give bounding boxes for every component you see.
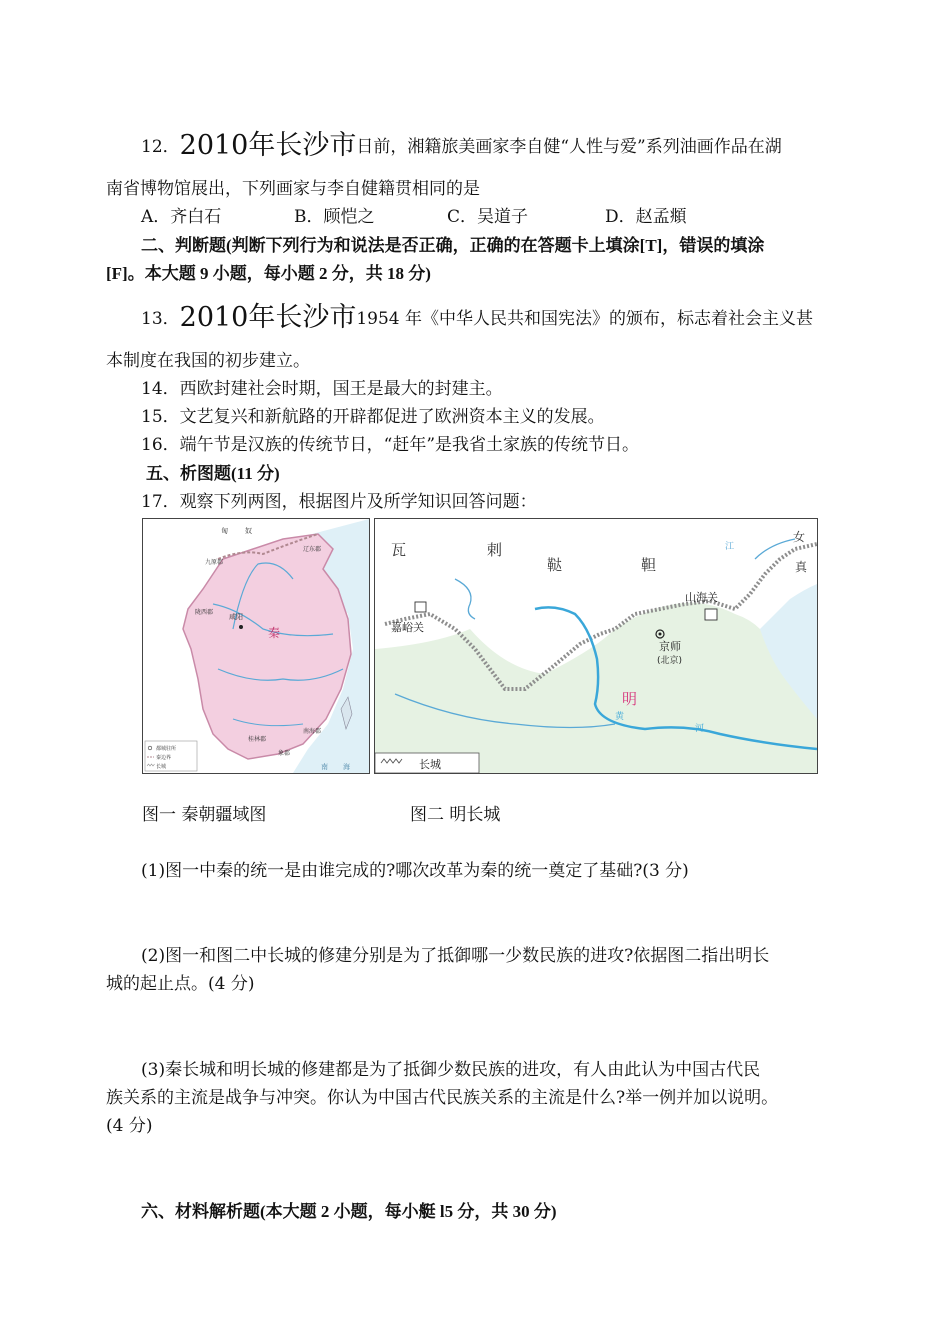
map1-label-nanhai: 南海郡: [303, 728, 322, 735]
map1-legend-border: 秦边界: [156, 755, 172, 761]
map1-label-longxi: 陇西郡: [195, 609, 214, 616]
q13-number: 13．: [141, 309, 180, 329]
section6-heading: 六、材料解析题(本大题 2 小题，每小艇 l5 分，共 30 分): [141, 1202, 557, 1221]
map-ming-great-wall: [374, 518, 818, 774]
q17-intro: 17．观察下列两图，根据图片及所学知识回答问题：: [141, 492, 537, 512]
map2-label-he: 河: [695, 724, 705, 734]
map1-capital-marker: [239, 625, 243, 629]
q17-sub2-line2: 城的起止点。(4 分): [106, 974, 255, 994]
map1-label-xianyang: 咸阳: [229, 613, 243, 621]
map2-label-jingshi: 京师: [659, 640, 681, 653]
q12-line1: [141, 130, 782, 161]
map1-label-liaodong: 辽东郡: [303, 546, 322, 553]
map2-label-zhen: 真: [795, 560, 808, 574]
map1-label-xiang: 象郡: [278, 750, 291, 757]
q13-watermark: 2010年长沙市: [179, 302, 357, 333]
map1-label-xiong: 匈: [221, 527, 228, 535]
q13-line2: 本制度在我国的初步建立。: [106, 351, 310, 371]
map1-label-guilin: 桂林郡: [248, 736, 267, 743]
section2-heading-line2: [F]。本大题 9 小题，每小题 2 分，共 18 分): [106, 264, 431, 283]
section2-heading-line1: 二、判断题(判断下列行为和说法是否正确，正确的在答题卡上填涂[T]，错误的填涂: [141, 236, 765, 255]
figure1-caption: 图一 秦朝疆域图: [142, 805, 267, 825]
map-qin-svg: [143, 519, 369, 773]
map1-label-jiuyuan: 九原郡: [205, 559, 224, 566]
map2-label-da: 鞑: [547, 556, 563, 574]
q17-sub1: (1)图一中秦的统一是由谁完成的?哪次改革为秦的统一奠定了基础?(3 分): [141, 861, 689, 881]
q12-watermark: 2010年长沙市: [179, 130, 357, 161]
q17-sub2-line1: (2)图一和图二中长城的修建分别是为了抵御哪一少数民族的进攻?依据图二指出明长: [141, 946, 770, 966]
section5-heading: 五、析图题(11 分): [146, 464, 280, 483]
map1-label-sea: 海: [343, 763, 350, 771]
q15: 15．文艺复兴和新航路的开辟都促进了欧洲资本主义的发展。: [141, 407, 605, 427]
q16: 16．端午节是汉族的传统节日，“赶年”是我省土家族的传统节日。: [141, 435, 640, 455]
q17-sub3-line3: (4 分): [106, 1116, 153, 1136]
q17-sub3-line1: (3)秦长城和明长城的修建都是为了抵御少数民族的进攻，有人由此认为中国古代民: [141, 1060, 761, 1080]
q14: 14．西欧封建社会时期，国王是最大的封建主。: [141, 379, 503, 399]
map1-legend-capital: 都城驻所: [156, 746, 177, 752]
q12-option-c: C．吴道子: [447, 207, 529, 227]
map2-label-jiayuguan: 嘉峪关: [391, 621, 424, 634]
map1-legend-wall: 长城: [156, 764, 167, 770]
map-qin-territory: [142, 518, 370, 774]
q13-line1: [141, 302, 814, 333]
q12-option-d: D．赵孟頫: [605, 207, 687, 227]
q12-line2: 南省博物馆展出，下列画家与李自健籍贯相同的是: [106, 179, 480, 199]
map2-label-wa: 瓦: [391, 541, 407, 559]
q12-number: 12．: [141, 137, 180, 157]
map1-label-nu: 奴: [245, 527, 252, 535]
figure2-caption: 图二 明长城: [410, 805, 501, 825]
map-ming-svg: [375, 519, 817, 773]
map2-label-dan: 靼: [641, 556, 657, 574]
map2-label-ming: 明: [622, 690, 638, 708]
map2-label-shanhaiguan: 山海关: [685, 591, 718, 604]
map2-label-la: 剌: [487, 541, 503, 559]
map2-shanhaiguan-icon: [705, 609, 717, 620]
q12-text-line1: 日前，湘籍旅美画家李自健“人性与爱”系列油画作品在湖: [356, 137, 782, 157]
map1-label-nan: 南: [321, 763, 328, 771]
q13-text-line1: 1954 年《中华人民共和国宪法》的颁布，标志着社会主义甚: [356, 309, 814, 329]
q12-option-b: B．顾恺之: [294, 207, 375, 227]
map2-label-nv: 女: [793, 530, 806, 544]
map2-label-huang: 黄: [615, 712, 625, 722]
map2-label-beijing: (北京): [657, 656, 683, 666]
map1-label-qin: 秦: [268, 626, 281, 640]
q17-sub3-line2: 族关系的主流是战争与冲突。你认为中国古代民族关系的主流是什么?举一例并加以说明。: [106, 1088, 779, 1108]
map2-label-jiang: 江: [725, 542, 735, 552]
map2-legend-label: 长城: [419, 758, 441, 771]
map2-jiayuguan-icon: [415, 602, 426, 612]
q12-option-a: A．齐白石: [141, 207, 222, 227]
